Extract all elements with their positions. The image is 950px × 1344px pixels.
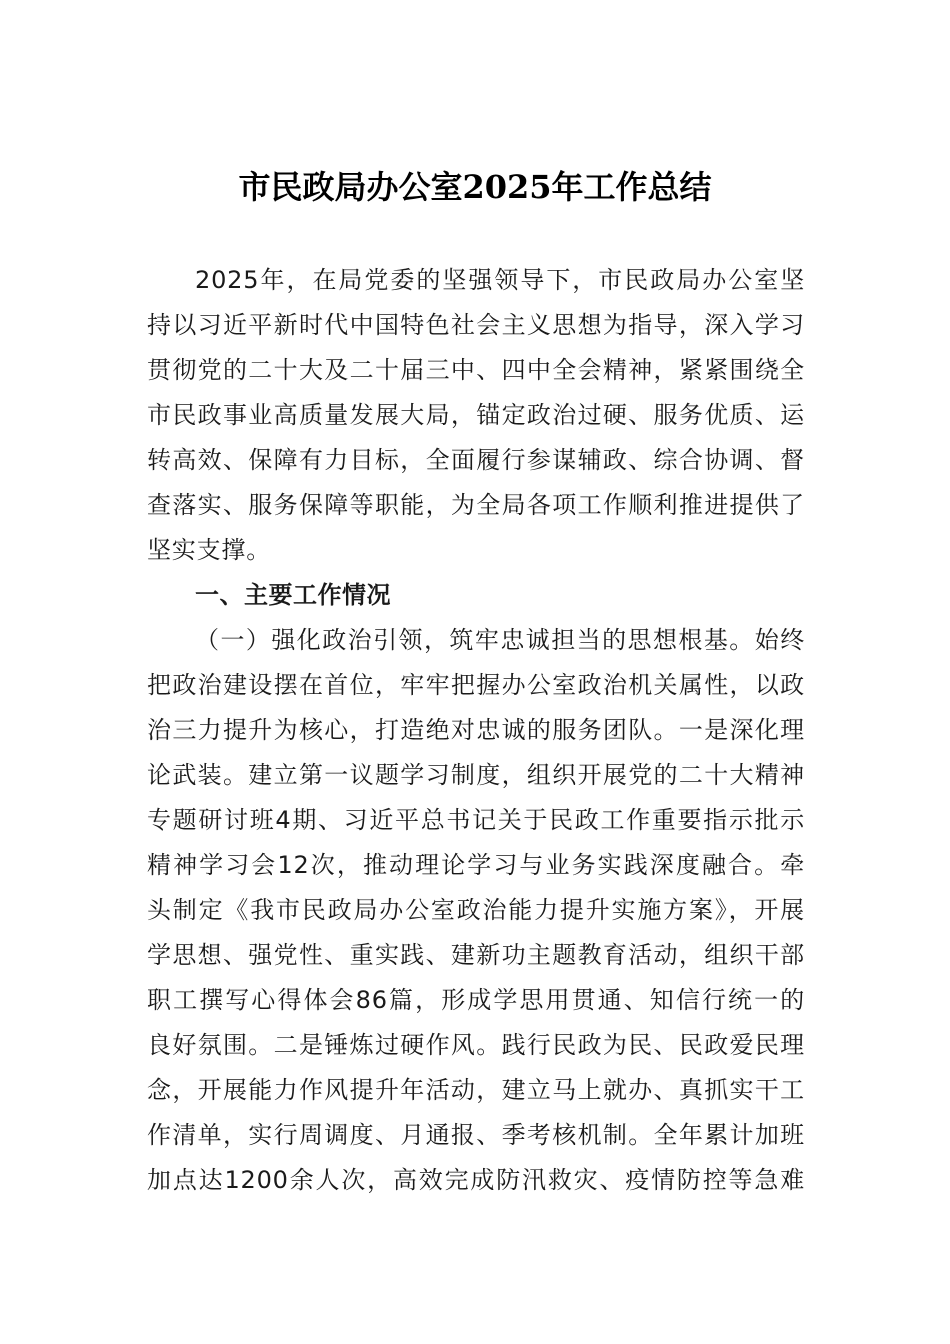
paragraph-line: 头制定《我市民政局办公室政治能力提升实施方案》，开展 xyxy=(147,896,805,924)
paragraph-line: 念，开展能力作风提升年活动，建立马上就办、真抓实干工 xyxy=(147,1076,805,1104)
paragraph-line: 转高效、保障有力目标，全面履行参谋辅政、综合协调、督 xyxy=(147,446,805,474)
paragraph-line: 职工撰写心得体会86篇，形成学思用贯通、知信行统一的 xyxy=(147,986,805,1014)
paragraph-line: 学思想、强党性、重实践、建新功主题教育活动，组织干部 xyxy=(147,941,805,969)
paragraph-line: 把政治建设摆在首位，牢牢把握办公室政治机关属性，以政 xyxy=(147,671,805,699)
paragraph-line: 良好氛围。二是锤炼过硬作风。践行民政为民、民政爱民理 xyxy=(147,1031,805,1059)
section-heading: 一、主要工作情况 xyxy=(195,581,391,609)
paragraph-line: 坚实支撑。 xyxy=(147,536,271,564)
paragraph-line: 专题研讨班4期、习近平总书记关于民政工作重要指示批示 xyxy=(147,806,805,834)
subsection-lead-line: （一）强化政治引领，筑牢忠诚担当的思想根基。始终 xyxy=(195,626,805,654)
paragraph-line: 治三力提升为核心，打造绝对忠诚的服务团队。一是深化理 xyxy=(147,716,805,744)
paragraph-line: 查落实、服务保障等职能，为全局各项工作顺利推进提供了 xyxy=(147,491,805,519)
paragraph-line: 市民政事业高质量发展大局，锚定政治过硬、服务优质、运 xyxy=(147,401,805,429)
paragraph-line: 加点达1200余人次，高效完成防汛救灾、疫情防控等急难 xyxy=(147,1166,805,1194)
paragraph-line: 贯彻党的二十大及二十届三中、四中全会精神，紧紧围绕全 xyxy=(147,356,805,384)
paragraph-line: 论武装。建立第一议题学习制度，组织开展党的二十大精神 xyxy=(147,761,805,789)
document-body xyxy=(147,258,805,1203)
paragraph-line: 精神学习会12次，推动理论学习与业务实践深度融合。牵 xyxy=(147,851,805,879)
document-title: 市民政局办公室2025年工作总结 xyxy=(238,168,712,206)
paragraph-line: 持以习近平新时代中国特色社会主义思想为指导，深入学习 xyxy=(147,311,805,339)
paragraph-line: 2025年，在局党委的坚强领导下，市民政局办公室坚 xyxy=(195,266,805,294)
paragraph-line: 作清单，实行周调度、月通报、季考核机制。全年累计加班 xyxy=(147,1121,805,1149)
